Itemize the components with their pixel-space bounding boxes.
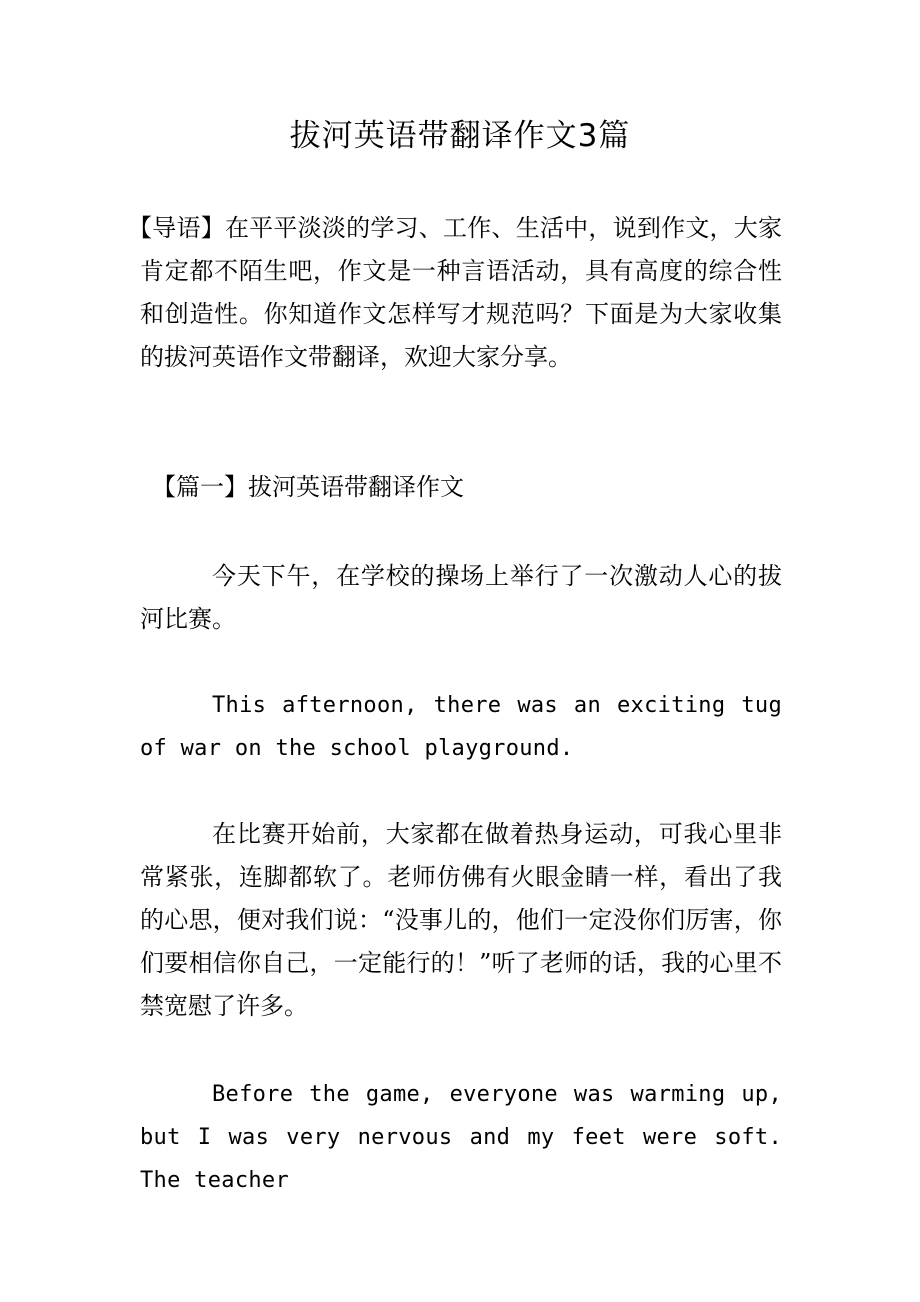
intro-paragraph <box>128 207 783 379</box>
paragraph-chinese-1: 今天下午，在学校的操场上举行了一次激动人心的拔河比赛。 <box>140 562 782 633</box>
section-label: 【篇一】 <box>152 473 248 501</box>
document-title: 拔河英语带翻译作文3篇 <box>289 118 631 154</box>
paragraph-chinese-2: 在比赛开始前，大家都在做着热身运动，可我心里非常紧张，连脚都软了。老师仿佛有火眼金睛一样，看出了我的心思，便对我们说：“没事儿的，他们一定没你们厉害，你们要相信你自己，一定能行的！”听了老师的话，我的心里不禁宽慰了许多。 <box>140 820 782 1020</box>
paragraph-english-2: Before the game, everyone was warming up, but I was very nervous and my feet were soft. The teacher <box>140 1082 782 1193</box>
section-heading <box>140 466 782 509</box>
section-title: 拔河英语带翻译作文 <box>248 473 464 501</box>
intro-text: 在平平淡淡的学习、工作、生活中，说到作文，大家肯定都不陌生吧，作文是一种言语活动，具有高度的综合性和创造性。你知道作文怎样写才规范吗？下面是为大家收集的拔河英语作文带翻译，欢迎大家分享。 <box>140 214 783 371</box>
paragraph-english-1: This afternoon, there was an exciting tug of war on the school playground. <box>140 693 782 761</box>
intro-label: 【导语】 <box>128 214 225 242</box>
